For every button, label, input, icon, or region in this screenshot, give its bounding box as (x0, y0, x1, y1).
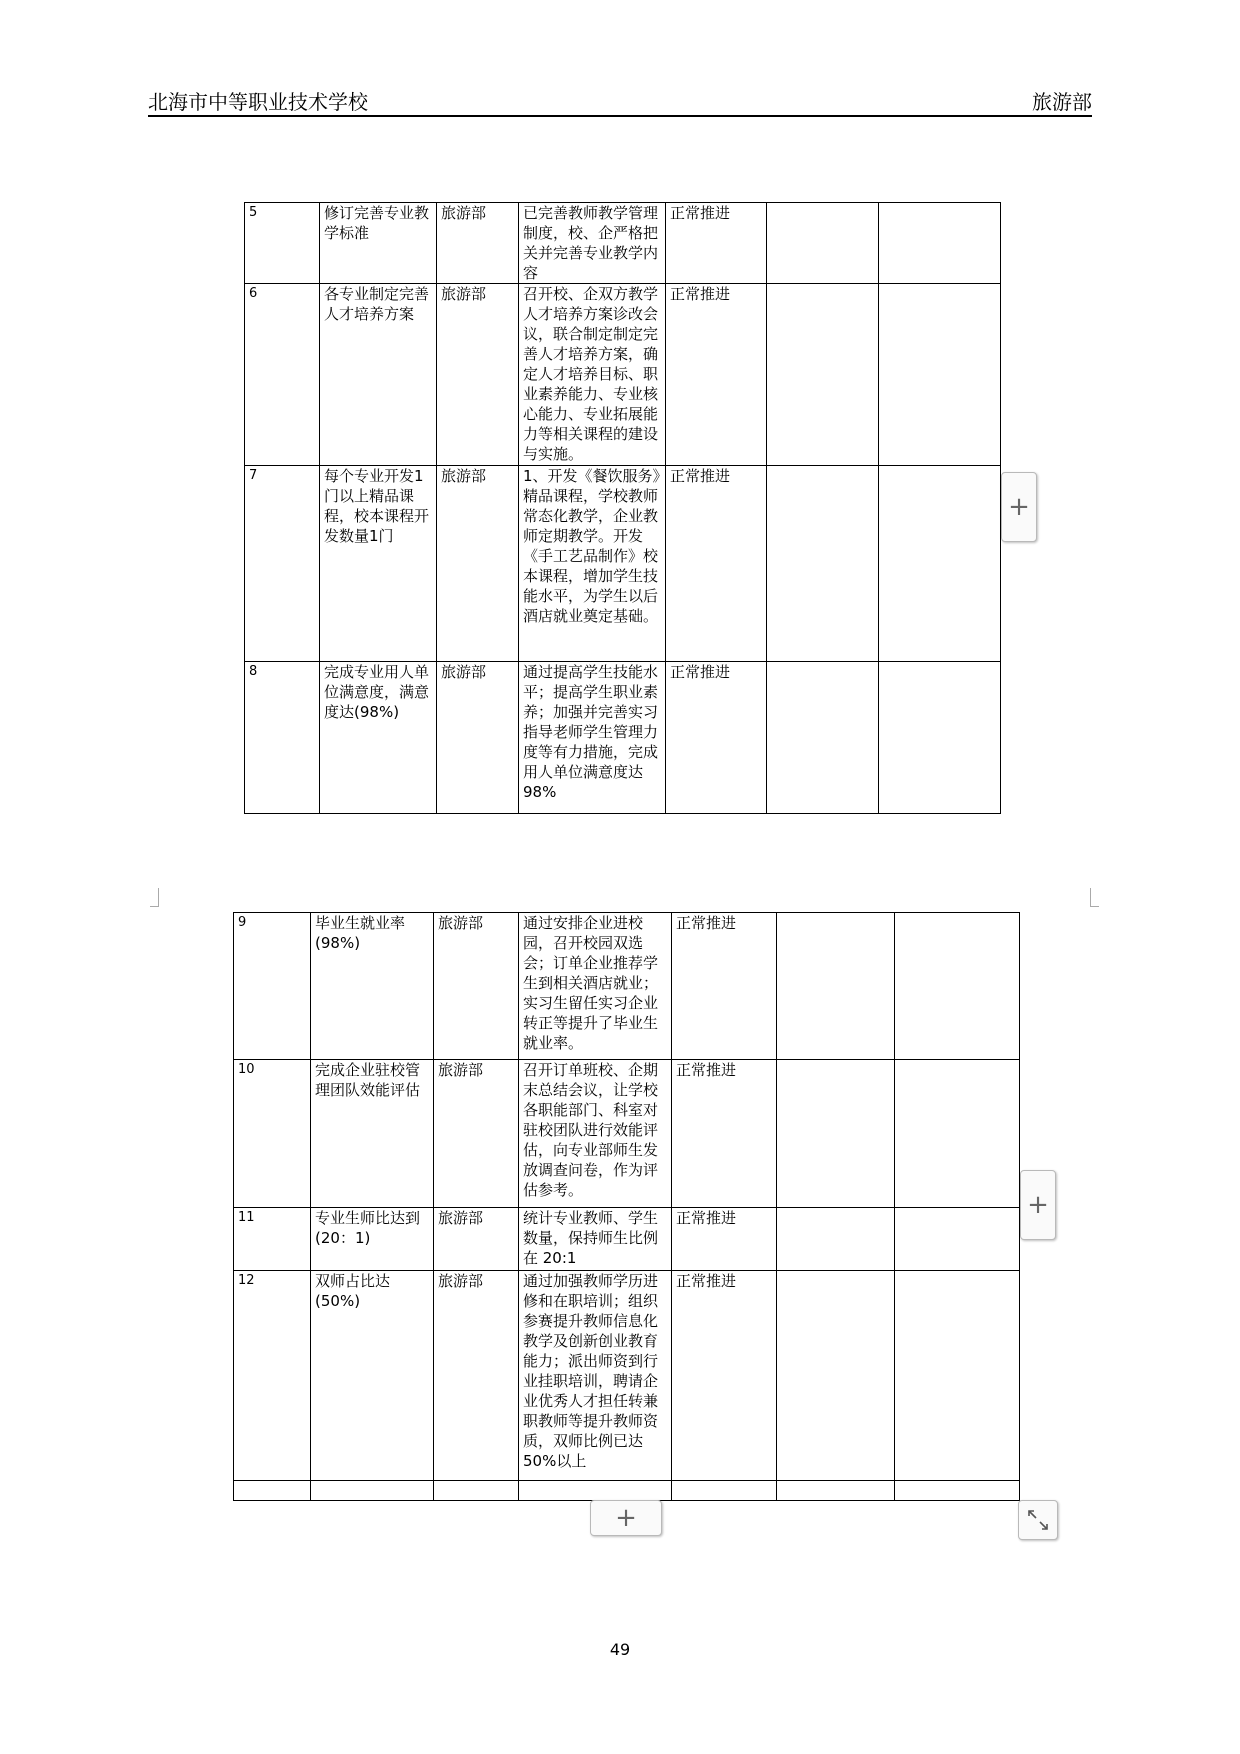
status-cell[interactable]: 正常推进 (672, 1208, 777, 1271)
row-number[interactable]: 9 (234, 913, 311, 1060)
department-cell[interactable]: 旅游部 (434, 1271, 519, 1481)
table-row (245, 284, 1001, 466)
empty-cell[interactable] (895, 1060, 1020, 1208)
empty-cell[interactable] (879, 466, 1001, 662)
row-number[interactable]: 6 (245, 284, 320, 466)
empty-cell[interactable] (777, 913, 895, 1060)
empty-cell[interactable] (767, 284, 879, 466)
department-cell[interactable]: 旅游部 (437, 662, 519, 814)
resize-table-button[interactable] (1018, 1500, 1058, 1540)
department-cell[interactable]: 旅游部 (434, 913, 519, 1060)
status-cell[interactable]: 正常推进 (672, 1060, 777, 1208)
department-cell[interactable] (434, 1481, 519, 1501)
measures-cell[interactable]: 召开校、企双方教学人才培养方案诊改会议，联合制定制定完善人才培养方案，确定人才培养目标、职业素养能力、专业核心能力、专业拓展能力等相关课程的建设与实施。 (519, 284, 666, 466)
row-number[interactable]: 11 (234, 1208, 311, 1271)
measures-cell[interactable] (519, 1481, 672, 1501)
row-number[interactable] (234, 1481, 311, 1501)
add-column-button[interactable] (1001, 472, 1037, 542)
task-cell[interactable]: 各专业制定完善人才培养方案 (320, 284, 437, 466)
plus-icon: + (615, 1503, 637, 1533)
add-row-button[interactable] (590, 1500, 662, 1536)
page-number: 49 (609, 1640, 631, 1659)
measures-cell[interactable]: 通过加强教师学历进修和在职培训；组织参赛提升教师信息化教学及创新创业教育能力；派出师资到行业挂职培训，聘请企业优秀人才担任转兼职教师等提升教师资质，双师比例已达 50%以上 (519, 1271, 672, 1481)
row-number[interactable]: 8 (245, 662, 320, 814)
empty-cell[interactable] (777, 1208, 895, 1271)
department-cell[interactable]: 旅游部 (434, 1208, 519, 1271)
empty-cell[interactable] (777, 1481, 895, 1501)
status-cell[interactable]: 正常推进 (672, 1271, 777, 1481)
page-header-department: 旅游部 (1032, 90, 1092, 114)
measures-cell[interactable]: 统计专业教师、学生数量，保持师生比例在 20:1 (519, 1208, 672, 1271)
status-cell[interactable]: 正常推进 (666, 203, 767, 284)
page-header-school: 北海市中等职业技术学校 (148, 90, 368, 114)
empty-cell[interactable] (895, 1271, 1020, 1481)
status-cell[interactable] (672, 1481, 777, 1501)
measures-cell[interactable]: 通过安排企业进校园，召开校园双选会；订单企业推荐学生到相关酒店就业；实习生留任实习企业转正等提升了毕业生就业率。 (519, 913, 672, 1060)
empty-cell[interactable] (879, 203, 1001, 284)
plus-icon: + (1027, 1190, 1049, 1220)
measures-cell[interactable]: 召开订单班校、企期末总结会议，让学校各职能部门、科室对驻校团队进行效能评估，向专业部师生发放调查问卷，作为评估参考。 (519, 1060, 672, 1208)
department-cell[interactable]: 旅游部 (437, 284, 519, 466)
task-table-part-2 (233, 912, 1020, 1501)
row-number[interactable]: 5 (245, 203, 320, 284)
empty-cell[interactable] (895, 913, 1020, 1060)
department-cell[interactable]: 旅游部 (437, 466, 519, 662)
page-corner-mark-right (1090, 888, 1099, 907)
status-cell[interactable]: 正常推进 (666, 662, 767, 814)
page-corner-mark-left (150, 888, 159, 907)
table-row (234, 1481, 1020, 1501)
empty-cell[interactable] (767, 466, 879, 662)
measures-cell[interactable]: 通过提高学生技能水平；提高学生职业素养；加强并完善实习指导老师学生管理力度等有力措施，完成用人单位满意度达 98% (519, 662, 666, 814)
empty-cell[interactable] (767, 662, 879, 814)
add-column-button[interactable] (1020, 1170, 1056, 1240)
row-number[interactable]: 10 (234, 1060, 311, 1208)
task-cell[interactable]: 毕业生就业率(98%) (311, 913, 434, 1060)
plus-icon: + (1008, 492, 1030, 522)
table-row (245, 662, 1001, 814)
table-row (234, 913, 1020, 1060)
resize-arrows-icon (1019, 1501, 1057, 1539)
status-cell[interactable]: 正常推进 (666, 466, 767, 662)
row-number[interactable]: 12 (234, 1271, 311, 1481)
task-table-part-1 (244, 202, 1001, 814)
row-number[interactable]: 7 (245, 466, 320, 662)
table-row (234, 1208, 1020, 1271)
table-row (234, 1060, 1020, 1208)
empty-cell[interactable] (767, 203, 879, 284)
empty-cell[interactable] (895, 1481, 1020, 1501)
status-cell[interactable]: 正常推进 (672, 913, 777, 1060)
measures-cell[interactable]: 已完善教师教学管理制度，校、企严格把关并完善专业教学内容 (519, 203, 666, 284)
empty-cell[interactable] (879, 662, 1001, 814)
empty-cell[interactable] (777, 1271, 895, 1481)
measures-cell[interactable]: 1、开发《餐饮服务》精品课程，学校教师常态化教学，企业教师定期教学。开发《手工艺品制作》校本课程，增加学生技能水平，为学生以后酒店就业奠定基础。 (519, 466, 666, 662)
task-cell[interactable]: 专业生师比达到(20：1) (311, 1208, 434, 1271)
table-row (234, 1271, 1020, 1481)
empty-cell[interactable] (879, 284, 1001, 466)
task-cell[interactable] (311, 1481, 434, 1501)
empty-cell[interactable] (895, 1208, 1020, 1271)
department-cell[interactable]: 旅游部 (437, 203, 519, 284)
table-row (245, 203, 1001, 284)
department-cell[interactable]: 旅游部 (434, 1060, 519, 1208)
empty-cell[interactable] (777, 1060, 895, 1208)
task-cell[interactable]: 完成企业驻校管理团队效能评估 (311, 1060, 434, 1208)
table-row (245, 466, 1001, 662)
header-rule (148, 115, 1092, 117)
status-cell[interactable]: 正常推进 (666, 284, 767, 466)
task-cell[interactable]: 每个专业开发1门以上精品课程，校本课程开发数量1门 (320, 466, 437, 662)
task-cell[interactable]: 双师占比达(50%) (311, 1271, 434, 1481)
task-cell[interactable]: 完成专业用人单位满意度，满意度达(98%) (320, 662, 437, 814)
task-cell[interactable]: 修订完善专业教学标准 (320, 203, 437, 284)
